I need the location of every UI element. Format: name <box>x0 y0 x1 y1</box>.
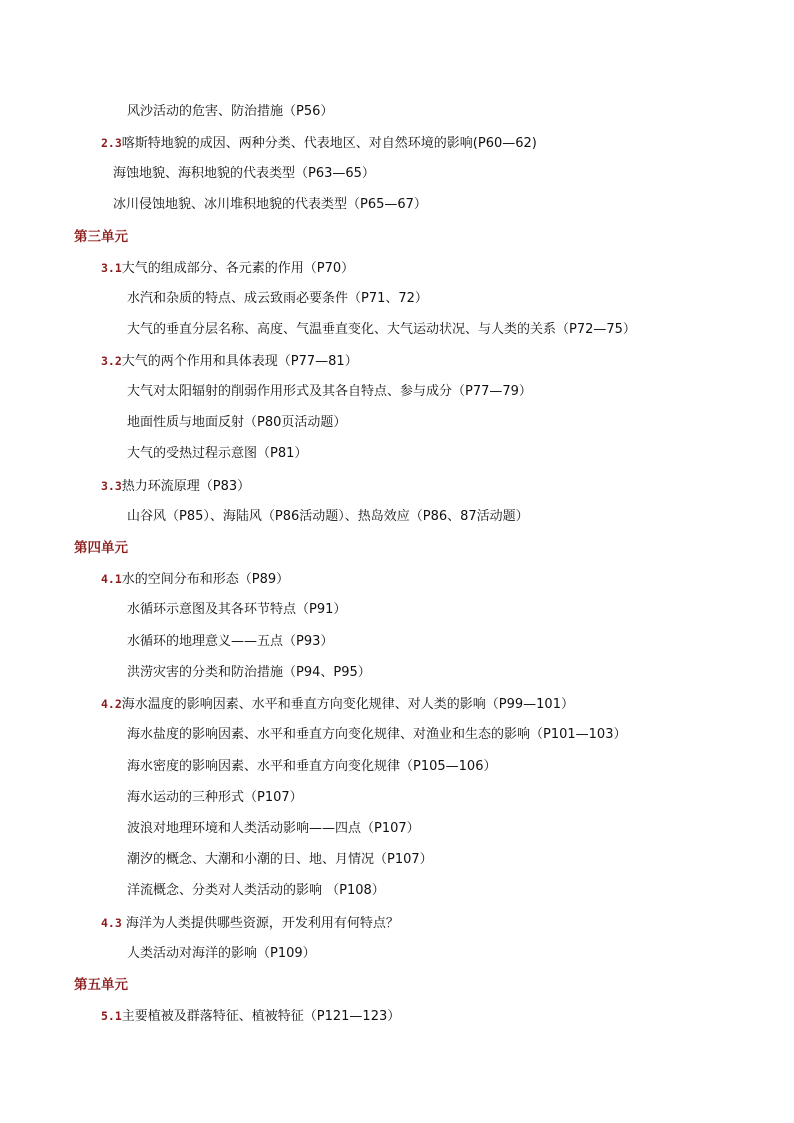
section-number: 3.2 <box>101 354 122 368</box>
outline-item: 洪涝灾害的分类和防治措施（P94、P95） <box>127 665 371 680</box>
unit-heading: 第四单元 <box>74 540 128 556</box>
outline-item: 洋流概念、分类对人类活动的影响 （P108） <box>127 883 385 898</box>
section-heading <box>101 134 537 153</box>
section-heading <box>101 570 289 589</box>
section-heading <box>101 1007 400 1026</box>
outline-item: 大气的垂直分层名称、高度、气温垂直变化、大气运动状况、与人类的关系（P72—75） <box>127 322 636 337</box>
section-heading <box>101 352 358 371</box>
outline-item: 水循环示意图及其各环节特点（P91） <box>127 602 347 617</box>
section-number: 3.1 <box>101 261 122 275</box>
outline-item: 海蚀地貌、海积地貌的代表类型（P63—65） <box>113 166 375 181</box>
outline-item: 波浪对地理环境和人类活动影响——四点（P107） <box>127 821 420 836</box>
section-title: 主要植被及群落特征、植被特征（P121—123） <box>121 1009 401 1024</box>
outline-item: 海水盐度的影响因素、水平和垂直方向变化规律、对渔业和生态的影响（P101—103） <box>127 727 627 742</box>
section-title: 海洋为人类提供哪些资源，开发利用有何特点？ <box>125 916 399 931</box>
outline-item: 水汽和杂质的特点、成云致雨必要条件（P71、72） <box>127 291 428 306</box>
unit-heading: 第五单元 <box>74 977 128 993</box>
section-number: 5.1 <box>101 1009 122 1023</box>
section-title: 喀斯特地貌的成因、两种分类、代表地区、对自然环境的影响(P60—62) <box>121 136 537 151</box>
section-heading <box>101 914 399 933</box>
outline-item: 大气的受热过程示意图（P81） <box>127 446 308 461</box>
outline-item: 水循环的地理意义——五点（P93） <box>127 634 334 649</box>
section-title: 海水温度的影响因素、水平和垂直方向变化规律、对人类的影响（P99—101） <box>121 697 574 712</box>
outline-item: 冰川侵蚀地貌、冰川堆积地貌的代表类型（P65—67） <box>113 197 427 212</box>
section-title: 大气的组成部分、各元素的作用（P70） <box>121 261 355 276</box>
section-number: 4.3 <box>101 916 122 930</box>
section-number: 2.3 <box>101 136 122 150</box>
section-number: 4.1 <box>101 572 122 586</box>
outline-item: 山谷风（P85）、海陆风（P86活动题）、热岛效应（P86、87活动题） <box>127 509 529 524</box>
section-heading <box>101 695 574 714</box>
outline-item: 风沙活动的危害、防治措施（P56） <box>127 104 334 119</box>
section-heading <box>101 259 354 278</box>
section-number: 3.3 <box>101 479 122 493</box>
outline-item: 海水密度的影响因素、水平和垂直方向变化规律（P105—106） <box>127 759 497 774</box>
section-title: 热力环流原理（P83） <box>121 479 251 494</box>
section-heading <box>101 477 250 496</box>
outline-item: 人类活动对海洋的影响（P109） <box>127 946 316 961</box>
section-title: 水的空间分布和形态（P89） <box>121 572 290 587</box>
section-title: 大气的两个作用和具体表现（P77—81） <box>121 354 358 369</box>
outline-item: 大气对太阳辐射的削弱作用形式及其各自特点、参与成分（P77—79） <box>127 384 532 399</box>
outline-item: 地面性质与地面反射（P80页活动题） <box>127 415 347 430</box>
section-number: 4.2 <box>101 697 122 711</box>
outline-item: 潮汐的概念、大潮和小潮的日、地、月情况（P107） <box>127 852 433 867</box>
outline-item: 海水运动的三种形式（P107） <box>127 790 303 805</box>
unit-heading: 第三单元 <box>74 229 128 245</box>
